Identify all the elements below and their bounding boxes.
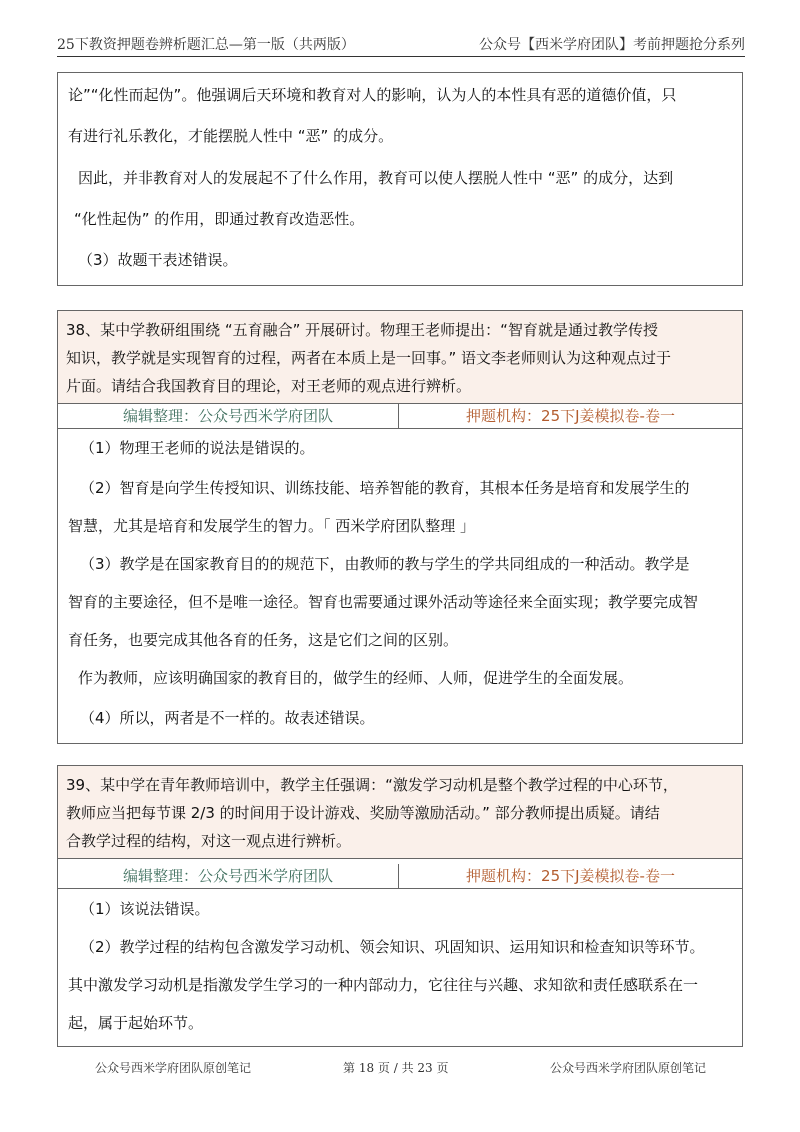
answer-line: 智慧，尤其是培育和发展学生的智力。「 西米学府团队整理 」 <box>68 517 476 535</box>
question-39-meta <box>58 864 742 889</box>
question-line: 教师应当把每节课 2/3 的时间用于设计游戏、奖励等激励活动。” 部分教师提出质疑。请结 <box>66 804 660 822</box>
page-header <box>57 34 745 57</box>
page-number: 第 18 页 / 共 23 页 <box>343 1061 449 1075</box>
answer-line: 育任务，也要完成其他各育的任务，这是它们之间的区别。 <box>68 631 459 649</box>
header-title: 25下教资押题卷辨析题汇总—第一版（共两版） <box>57 37 355 53</box>
answer-line: 起，属于起始环节。 <box>68 1014 204 1032</box>
answer-line: （4）所以，两者是不一样的。故表述错误。 <box>80 709 375 727</box>
source-credit: 押题机构：25下J姜模拟卷-卷一 <box>466 867 675 885</box>
question-38-meta <box>58 404 742 429</box>
question-38-prompt <box>58 311 742 404</box>
question-line: 39、某中学在青年教师培训中，教学主任强调：“激发学习动机是整个教学过程的中心环节， <box>66 776 678 794</box>
continuation-line: 因此，并非教育对人的发展起不了什么作用，教育可以使人摆脱人性中 “恶” 的成分，达到 <box>78 169 674 187</box>
answer-line: （1）该说法错误。 <box>80 900 210 918</box>
header-series: 公众号【西米学府团队】考前押题抢分系列 <box>479 37 745 53</box>
answer-line: 作为教师，应该明确国家的教育目的，做学生的经师、人师，促进学生的全面发展。 <box>78 669 634 687</box>
answer-line: （3）教学是在国家教育目的的规范下，由教师的教与学生的学共同组成的一种活动。教学是 <box>80 555 690 573</box>
answer-line: （1）物理王老师的说法是错误的。 <box>80 439 315 457</box>
continuation-line: “化性起伪” 的作用，即通过教育改造恶性。 <box>74 210 365 228</box>
footer-right: 公众号西米学府团队原创笔记 <box>550 1061 707 1075</box>
answer-line: （2）智育是向学生传授知识、训练技能、培养智能的教育，其根本任务是培育和发展学生的 <box>80 479 690 497</box>
answer-line: （2）教学过程的结构包含激发学习动机、领会知识、巩固知识、运用知识和检查知识等环节。 <box>80 938 705 956</box>
page-footer <box>0 1058 800 1078</box>
question-39-prompt <box>58 766 742 859</box>
source-credit: 押题机构：25下J姜模拟卷-卷一 <box>466 407 675 425</box>
question-39-box <box>57 765 743 1047</box>
editor-credit: 编辑整理：公众号西米学府团队 <box>122 867 333 885</box>
question-line: 片面。请结合我国教育目的理论，对王老师的观点进行辨析。 <box>66 377 472 395</box>
continuation-box <box>57 72 743 286</box>
continuation-line: （3）故题干表述错误。 <box>78 251 238 269</box>
continuation-line: 有进行礼乐教化，才能摆脱人性中 “恶” 的成分。 <box>68 127 394 145</box>
answer-line: 其中激发学习动机是指激发学生学习的一种内部动力，它往往与兴趣、求知欲和责任感联系在一 <box>68 976 699 994</box>
question-line: 合教学过程的结构，对这一观点进行辨析。 <box>66 832 352 850</box>
answer-line: 智育的主要途径，但不是唯一途径。智育也需要通过课外活动等途径来全面实现；教学要完成智 <box>68 593 699 611</box>
question-line: 38、某中学教研组围绕 “五育融合” 开展研讨。物理王老师提出：“智育就是通过教学传授 <box>66 321 658 339</box>
footer-left: 公众号西米学府团队原创笔记 <box>95 1061 252 1075</box>
question-line: 知识，教学就是实现智育的过程，两者在本质上是一回事。” 语文李老师则认为这种观点过于 <box>66 349 672 367</box>
continuation-line: 论”“化性而起伪”。他强调后天环境和教育对人的影响，认为人的本性具有恶的道德价值，只 <box>68 86 677 104</box>
editor-credit: 编辑整理：公众号西米学府团队 <box>122 407 333 425</box>
question-38-box <box>57 310 743 744</box>
